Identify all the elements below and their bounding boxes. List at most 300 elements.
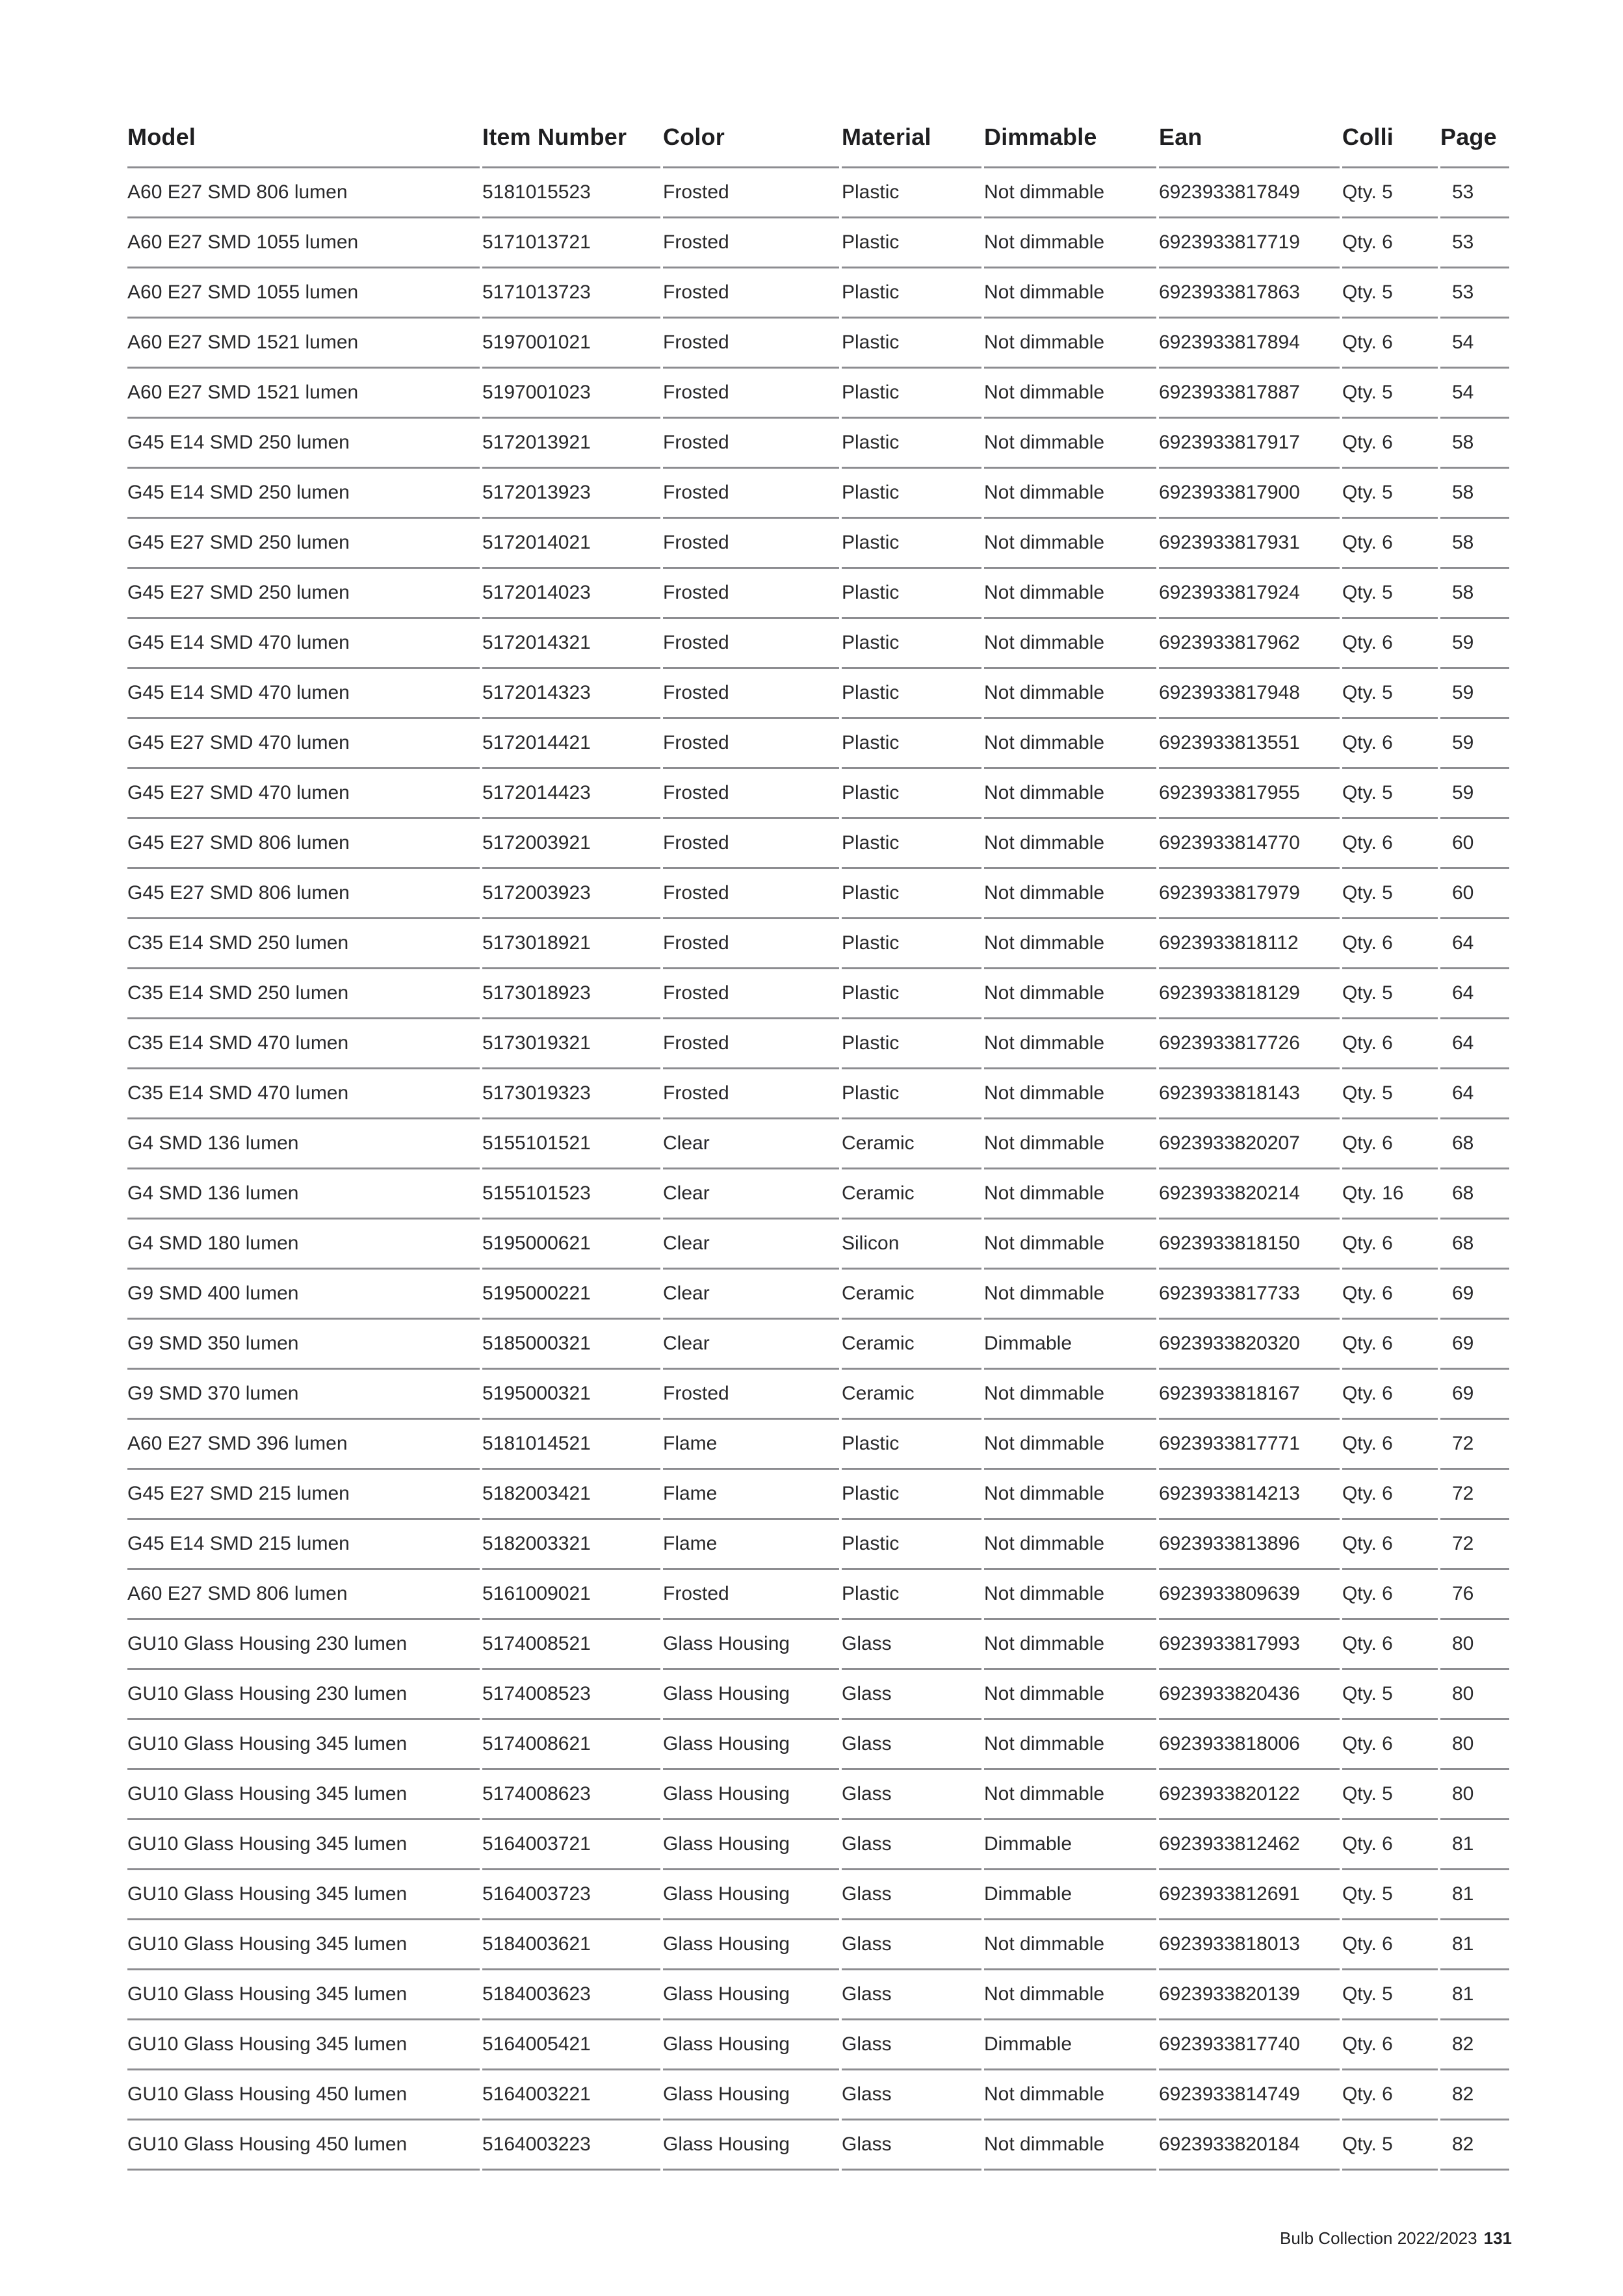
table-cell-ean: 6923933817863 [1159, 268, 1340, 319]
table-cell-item-number: 5172003921 [482, 819, 660, 869]
table-cell-item-number: 5164003723 [482, 1870, 660, 1920]
table-cell-dimmable: Not dimmable [984, 1169, 1156, 1220]
table-cell-item-number: 5164005421 [482, 2020, 660, 2070]
table-cell-page: 60 [1440, 869, 1509, 919]
table-cell-material: Plastic [842, 819, 981, 869]
table-row [127, 1220, 1509, 1270]
table-cell-color: Frosted [663, 619, 839, 669]
table-cell-color: Frosted [663, 669, 839, 719]
table-cell-material: Plastic [842, 369, 981, 419]
table-cell-colli: Qty. 5 [1342, 1069, 1438, 1119]
table-cell-color: Clear [663, 1320, 839, 1370]
table-cell-dimmable: Not dimmable [984, 719, 1156, 769]
table-row [127, 919, 1509, 969]
table-cell-item-number: 5155101523 [482, 1169, 660, 1220]
table-cell-colli: Qty. 6 [1342, 1720, 1438, 1770]
table-cell-item-number: 5172014321 [482, 619, 660, 669]
table-cell-dimmable: Not dimmable [984, 1370, 1156, 1420]
table-cell-material: Glass [842, 1870, 981, 1920]
table-cell-material: Ceramic [842, 1320, 981, 1370]
table-cell-model: A60 E27 SMD 1521 lumen [127, 369, 480, 419]
table-cell-page: 59 [1440, 769, 1509, 819]
table-cell-page: 68 [1440, 1169, 1509, 1220]
table-cell-material: Plastic [842, 519, 981, 569]
table-cell-dimmable: Not dimmable [984, 1019, 1156, 1069]
table-cell-page: 60 [1440, 819, 1509, 869]
table-cell-dimmable: Not dimmable [984, 1970, 1156, 2020]
table-cell-item-number: 5197001023 [482, 369, 660, 419]
table-cell-ean: 6923933817719 [1159, 218, 1340, 268]
table-cell-item-number: 5195000621 [482, 1220, 660, 1270]
table-cell-ean: 6923933820320 [1159, 1320, 1340, 1370]
table-cell-material: Plastic [842, 769, 981, 819]
table-cell-model: A60 E27 SMD 1055 lumen [127, 218, 480, 268]
table-row [127, 1720, 1509, 1770]
table-row [127, 1320, 1509, 1370]
table-cell-page: 59 [1440, 669, 1509, 719]
table-header-row [127, 124, 1509, 168]
table-cell-model: G45 E14 SMD 250 lumen [127, 419, 480, 469]
table-cell-page: 58 [1440, 569, 1509, 619]
table-cell-page: 69 [1440, 1370, 1509, 1420]
table-cell-item-number: 5173019323 [482, 1069, 660, 1119]
table-cell-color: Frosted [663, 919, 839, 969]
table-row [127, 719, 1509, 769]
table-cell-ean: 6923933820122 [1159, 1770, 1340, 1820]
table-cell-dimmable: Not dimmable [984, 819, 1156, 869]
table-cell-ean: 6923933817931 [1159, 519, 1340, 569]
table-cell-dimmable: Not dimmable [984, 1220, 1156, 1270]
table-cell-item-number: 5184003623 [482, 1970, 660, 2020]
table-cell-dimmable: Not dimmable [984, 519, 1156, 569]
table-cell-item-number: 5195000221 [482, 1270, 660, 1320]
table-cell-material: Glass [842, 2070, 981, 2120]
table-row [127, 2070, 1509, 2120]
table-cell-dimmable: Not dimmable [984, 319, 1156, 369]
table-cell-color: Glass Housing [663, 1670, 839, 1720]
table-cell-colli: Qty. 6 [1342, 2020, 1438, 2070]
table-cell-material: Plastic [842, 319, 981, 369]
table-cell-dimmable: Not dimmable [984, 1620, 1156, 1670]
table-row [127, 1019, 1509, 1069]
table-cell-page: 69 [1440, 1320, 1509, 1370]
table-cell-dimmable: Not dimmable [984, 1520, 1156, 1570]
table-cell-model: GU10 Glass Housing 345 lumen [127, 1720, 480, 1770]
table-cell-item-number: 5181015523 [482, 168, 660, 218]
table-cell-page: 81 [1440, 1920, 1509, 1970]
table-row [127, 1169, 1509, 1220]
table-cell-item-number: 5184003621 [482, 1920, 660, 1970]
table-cell-model: G45 E27 SMD 806 lumen [127, 869, 480, 919]
table-cell-dimmable: Not dimmable [984, 469, 1156, 519]
table-cell-color: Glass Housing [663, 2120, 839, 2171]
table-cell-item-number: 5172013923 [482, 469, 660, 519]
table-cell-model: GU10 Glass Housing 345 lumen [127, 2020, 480, 2070]
table-cell-ean: 6923933817993 [1159, 1620, 1340, 1670]
table-cell-model: GU10 Glass Housing 450 lumen [127, 2120, 480, 2171]
table-cell-colli: Qty. 6 [1342, 1620, 1438, 1670]
table-cell-ean: 6923933812462 [1159, 1820, 1340, 1870]
table-cell-colli: Qty. 5 [1342, 969, 1438, 1019]
table-cell-material: Glass [842, 1620, 981, 1670]
column-header-page: Page [1440, 124, 1509, 168]
table-cell-ean: 6923933820184 [1159, 2120, 1340, 2171]
table-cell-page: 72 [1440, 1470, 1509, 1520]
table-cell-ean: 6923933818167 [1159, 1370, 1340, 1420]
table-cell-dimmable: Not dimmable [984, 419, 1156, 469]
table-row [127, 2120, 1509, 2171]
table-cell-model: A60 E27 SMD 806 lumen [127, 168, 480, 218]
table-cell-model: GU10 Glass Housing 230 lumen [127, 1670, 480, 1720]
table-cell-item-number: 5174008521 [482, 1620, 660, 1670]
table-cell-material: Plastic [842, 919, 981, 969]
table-cell-item-number: 5181014521 [482, 1420, 660, 1470]
table-cell-page: 69 [1440, 1270, 1509, 1320]
table-cell-colli: Qty. 6 [1342, 1320, 1438, 1370]
table-cell-dimmable: Dimmable [984, 2020, 1156, 2070]
table-cell-ean: 6923933818013 [1159, 1920, 1340, 1970]
table-cell-color: Clear [663, 1119, 839, 1169]
table-cell-colli: Qty. 6 [1342, 1119, 1438, 1169]
table-cell-item-number: 5171013723 [482, 268, 660, 319]
table-cell-colli: Qty. 5 [1342, 168, 1438, 218]
table-cell-dimmable: Dimmable [984, 1820, 1156, 1870]
table-cell-ean: 6923933820139 [1159, 1970, 1340, 2020]
table-row [127, 268, 1509, 319]
table-cell-colli: Qty. 5 [1342, 1770, 1438, 1820]
table-row [127, 218, 1509, 268]
table-cell-ean: 6923933817726 [1159, 1019, 1340, 1069]
table-cell-ean: 6923933820436 [1159, 1670, 1340, 1720]
table-cell-page: 80 [1440, 1670, 1509, 1720]
table-cell-ean: 6923933817917 [1159, 419, 1340, 469]
table-row [127, 619, 1509, 669]
table-cell-model: GU10 Glass Housing 345 lumen [127, 1920, 480, 1970]
table-row [127, 519, 1509, 569]
table-cell-dimmable: Not dimmable [984, 168, 1156, 218]
table-cell-ean: 6923933820207 [1159, 1119, 1340, 1169]
table-cell-page: 82 [1440, 2070, 1509, 2120]
table-row [127, 569, 1509, 619]
table-cell-item-number: 5173019321 [482, 1019, 660, 1069]
page-footer [1280, 2228, 1512, 2249]
table-cell-material: Plastic [842, 969, 981, 1019]
table-cell-ean: 6923933809639 [1159, 1570, 1340, 1620]
table-cell-model: C35 E14 SMD 470 lumen [127, 1069, 480, 1119]
table-cell-material: Glass [842, 1820, 981, 1870]
table-cell-color: Clear [663, 1270, 839, 1320]
table-cell-color: Glass Housing [663, 1720, 839, 1770]
table-cell-model: G45 E27 SMD 250 lumen [127, 569, 480, 619]
table-cell-color: Frosted [663, 819, 839, 869]
table-cell-ean: 6923933817887 [1159, 369, 1340, 419]
table-cell-colli: Qty. 6 [1342, 2070, 1438, 2120]
table-cell-ean: 6923933817771 [1159, 1420, 1340, 1470]
table-cell-dimmable: Not dimmable [984, 619, 1156, 669]
table-cell-model: G45 E14 SMD 470 lumen [127, 669, 480, 719]
table-cell-item-number: 5171013721 [482, 218, 660, 268]
table-cell-colli: Qty. 6 [1342, 919, 1438, 969]
table-cell-model: G9 SMD 400 lumen [127, 1270, 480, 1320]
table-cell-model: GU10 Glass Housing 345 lumen [127, 1970, 480, 2020]
table-cell-material: Plastic [842, 218, 981, 268]
table-cell-dimmable: Not dimmable [984, 1069, 1156, 1119]
table-cell-material: Plastic [842, 1019, 981, 1069]
table-cell-material: Ceramic [842, 1270, 981, 1320]
column-header-color: Color [663, 124, 839, 168]
table-cell-model: A60 E27 SMD 1521 lumen [127, 319, 480, 369]
table-cell-item-number: 5182003421 [482, 1470, 660, 1520]
table-cell-dimmable: Not dimmable [984, 919, 1156, 969]
table-cell-ean: 6923933814770 [1159, 819, 1340, 869]
table-cell-model: G45 E14 SMD 215 lumen [127, 1520, 480, 1570]
table-cell-colli: Qty. 5 [1342, 1870, 1438, 1920]
table-cell-color: Glass Housing [663, 2020, 839, 2070]
table-cell-dimmable: Not dimmable [984, 869, 1156, 919]
table-cell-colli: Qty. 6 [1342, 319, 1438, 369]
table-cell-page: 76 [1440, 1570, 1509, 1620]
table-cell-dimmable: Not dimmable [984, 1720, 1156, 1770]
table-cell-model: G4 SMD 180 lumen [127, 1220, 480, 1270]
table-cell-page: 81 [1440, 1820, 1509, 1870]
table-row [127, 2020, 1509, 2070]
column-header-ean: Ean [1159, 124, 1340, 168]
table-cell-ean: 6923933818150 [1159, 1220, 1340, 1270]
table-cell-dimmable: Not dimmable [984, 1670, 1156, 1720]
table-row [127, 869, 1509, 919]
table-cell-colli: Qty. 6 [1342, 519, 1438, 569]
table-cell-page: 59 [1440, 619, 1509, 669]
table-cell-item-number: 5185000321 [482, 1320, 660, 1370]
table-cell-ean: 6923933818112 [1159, 919, 1340, 969]
table-cell-dimmable: Not dimmable [984, 669, 1156, 719]
table-cell-color: Frosted [663, 469, 839, 519]
table-cell-colli: Qty. 6 [1342, 1520, 1438, 1570]
table-cell-ean: 6923933812691 [1159, 1870, 1340, 1920]
table-cell-dimmable: Dimmable [984, 1870, 1156, 1920]
table-cell-colli: Qty. 6 [1342, 819, 1438, 869]
table-cell-model: A60 E27 SMD 396 lumen [127, 1420, 480, 1470]
table-cell-page: 58 [1440, 469, 1509, 519]
table-cell-item-number: 5174008621 [482, 1720, 660, 1770]
table-cell-item-number: 5173018923 [482, 969, 660, 1019]
table-cell-color: Frosted [663, 869, 839, 919]
table-cell-ean: 6923933817979 [1159, 869, 1340, 919]
table-cell-material: Plastic [842, 1470, 981, 1520]
table-cell-color: Glass Housing [663, 1970, 839, 2020]
table-cell-color: Flame [663, 1420, 839, 1470]
table-cell-item-number: 5197001021 [482, 319, 660, 369]
table-row [127, 319, 1509, 369]
table-cell-color: Frosted [663, 519, 839, 569]
table-cell-model: G45 E27 SMD 250 lumen [127, 519, 480, 569]
table-cell-colli: Qty. 6 [1342, 1820, 1438, 1870]
table-cell-page: 80 [1440, 1720, 1509, 1770]
table-cell-colli: Qty. 6 [1342, 1470, 1438, 1520]
table-cell-page: 64 [1440, 1019, 1509, 1069]
table-cell-ean: 6923933817849 [1159, 168, 1340, 218]
table-row [127, 1970, 1509, 2020]
table-cell-color: Frosted [663, 769, 839, 819]
table-cell-color: Frosted [663, 319, 839, 369]
table-cell-ean: 6923933818129 [1159, 969, 1340, 1019]
table-row [127, 419, 1509, 469]
table-cell-dimmable: Not dimmable [984, 1470, 1156, 1520]
table-row [127, 469, 1509, 519]
table-cell-dimmable: Not dimmable [984, 369, 1156, 419]
table-cell-ean: 6923933817948 [1159, 669, 1340, 719]
table-cell-ean: 6923933814213 [1159, 1470, 1340, 1520]
table-cell-ean: 6923933817900 [1159, 469, 1340, 519]
table-cell-model: G45 E27 SMD 470 lumen [127, 719, 480, 769]
table-cell-item-number: 5161009021 [482, 1570, 660, 1620]
table-cell-item-number: 5164003223 [482, 2120, 660, 2171]
table-cell-item-number: 5174008623 [482, 1770, 660, 1820]
table-cell-dimmable: Not dimmable [984, 1920, 1156, 1970]
table-cell-page: 64 [1440, 969, 1509, 1019]
table-cell-color: Glass Housing [663, 1870, 839, 1920]
table-cell-colli: Qty. 6 [1342, 1270, 1438, 1320]
table-cell-dimmable: Not dimmable [984, 2070, 1156, 2120]
table-row [127, 1270, 1509, 1320]
table-cell-model: G45 E27 SMD 470 lumen [127, 769, 480, 819]
table-cell-color: Frosted [663, 168, 839, 218]
table-cell-color: Frosted [663, 369, 839, 419]
table-cell-colli: Qty. 6 [1342, 419, 1438, 469]
table-cell-ean: 6923933818006 [1159, 1720, 1340, 1770]
table-row [127, 1670, 1509, 1720]
table-cell-material: Ceramic [842, 1370, 981, 1420]
table-row [127, 769, 1509, 819]
table-row [127, 1520, 1509, 1570]
table-cell-model: G4 SMD 136 lumen [127, 1169, 480, 1220]
table-cell-model: G45 E27 SMD 806 lumen [127, 819, 480, 869]
table-cell-ean: 6923933817740 [1159, 2020, 1340, 2070]
table-cell-model: G9 SMD 350 lumen [127, 1320, 480, 1370]
table-cell-page: 58 [1440, 519, 1509, 569]
table-cell-item-number: 5172013921 [482, 419, 660, 469]
table-cell-ean: 6923933818143 [1159, 1069, 1340, 1119]
table-cell-model: G4 SMD 136 lumen [127, 1119, 480, 1169]
table-cell-dimmable: Not dimmable [984, 2120, 1156, 2171]
table-cell-page: 58 [1440, 419, 1509, 469]
table-cell-color: Frosted [663, 218, 839, 268]
table-cell-model: GU10 Glass Housing 230 lumen [127, 1620, 480, 1670]
table-cell-colli: Qty. 6 [1342, 1370, 1438, 1420]
column-header-colli: Colli [1342, 124, 1438, 168]
table-cell-material: Plastic [842, 168, 981, 218]
table-cell-page: 81 [1440, 1870, 1509, 1920]
table-cell-model: A60 E27 SMD 1055 lumen [127, 268, 480, 319]
table-cell-material: Glass [842, 2020, 981, 2070]
table-row [127, 369, 1509, 419]
table-cell-ean: 6923933817962 [1159, 619, 1340, 669]
table-cell-material: Plastic [842, 1570, 981, 1620]
table-row [127, 1820, 1509, 1870]
table-cell-page: 82 [1440, 2020, 1509, 2070]
table-cell-page: 54 [1440, 369, 1509, 419]
table-cell-item-number: 5172014423 [482, 769, 660, 819]
table-cell-dimmable: Not dimmable [984, 969, 1156, 1019]
table-cell-ean: 6923933817955 [1159, 769, 1340, 819]
table-cell-item-number: 5173018921 [482, 919, 660, 969]
table-cell-color: Frosted [663, 969, 839, 1019]
column-header-model: Model [127, 124, 480, 168]
table-row [127, 1570, 1509, 1620]
table-cell-page: 53 [1440, 268, 1509, 319]
table-cell-colli: Qty. 16 [1342, 1169, 1438, 1220]
table-cell-dimmable: Not dimmable [984, 218, 1156, 268]
table-cell-item-number: 5155101521 [482, 1119, 660, 1169]
table-cell-page: 64 [1440, 919, 1509, 969]
table-cell-ean: 6923933817924 [1159, 569, 1340, 619]
table-cell-model: A60 E27 SMD 806 lumen [127, 1570, 480, 1620]
table-cell-dimmable: Not dimmable [984, 1119, 1156, 1169]
table-cell-item-number: 5172014323 [482, 669, 660, 719]
table-cell-color: Frosted [663, 419, 839, 469]
table-cell-colli: Qty. 6 [1342, 1920, 1438, 1970]
table-cell-model: C35 E14 SMD 250 lumen [127, 969, 480, 1019]
table-row [127, 1119, 1509, 1169]
table-body [127, 168, 1509, 2171]
table-row [127, 168, 1509, 218]
table-cell-color: Frosted [663, 569, 839, 619]
table-row [127, 1620, 1509, 1670]
table-cell-material: Plastic [842, 619, 981, 669]
table-cell-page: 64 [1440, 1069, 1509, 1119]
table-cell-colli: Qty. 5 [1342, 569, 1438, 619]
table-cell-material: Glass [842, 1920, 981, 1970]
table-cell-item-number: 5172003923 [482, 869, 660, 919]
table-cell-material: Plastic [842, 419, 981, 469]
table-cell-colli: Qty. 6 [1342, 1420, 1438, 1470]
table-cell-item-number: 5174008523 [482, 1670, 660, 1720]
column-header-material: Material [842, 124, 981, 168]
table-row [127, 1370, 1509, 1420]
table-row [127, 1420, 1509, 1470]
table-cell-item-number: 5164003221 [482, 2070, 660, 2120]
table-cell-material: Ceramic [842, 1169, 981, 1220]
table-cell-color: Flame [663, 1520, 839, 1570]
table-cell-colli: Qty. 6 [1342, 619, 1438, 669]
table-cell-colli: Qty. 6 [1342, 1570, 1438, 1620]
table-cell-page: 82 [1440, 2120, 1509, 2171]
table-cell-colli: Qty. 6 [1342, 1019, 1438, 1069]
table-cell-ean: 6923933813551 [1159, 719, 1340, 769]
table-cell-color: Clear [663, 1220, 839, 1270]
table-cell-colli: Qty. 5 [1342, 268, 1438, 319]
footer-title: Bulb Collection 2022/2023 [1280, 2228, 1477, 2248]
table-cell-color: Glass Housing [663, 1920, 839, 1970]
table-cell-colli: Qty. 5 [1342, 769, 1438, 819]
table-cell-material: Ceramic [842, 1119, 981, 1169]
table-cell-color: Frosted [663, 1069, 839, 1119]
table-row [127, 1920, 1509, 1970]
table-cell-colli: Qty. 5 [1342, 1670, 1438, 1720]
table-cell-colli: Qty. 5 [1342, 369, 1438, 419]
table-row [127, 1870, 1509, 1920]
table-cell-material: Plastic [842, 268, 981, 319]
table-cell-dimmable: Not dimmable [984, 268, 1156, 319]
column-header-dimmable: Dimmable [984, 124, 1156, 168]
table-cell-page: 53 [1440, 168, 1509, 218]
table-cell-color: Glass Housing [663, 1770, 839, 1820]
table-cell-color: Glass Housing [663, 1820, 839, 1870]
table-cell-page: 53 [1440, 218, 1509, 268]
table-cell-item-number: 5172014421 [482, 719, 660, 769]
table-cell-model: GU10 Glass Housing 450 lumen [127, 2070, 480, 2120]
table-cell-model: C35 E14 SMD 250 lumen [127, 919, 480, 969]
